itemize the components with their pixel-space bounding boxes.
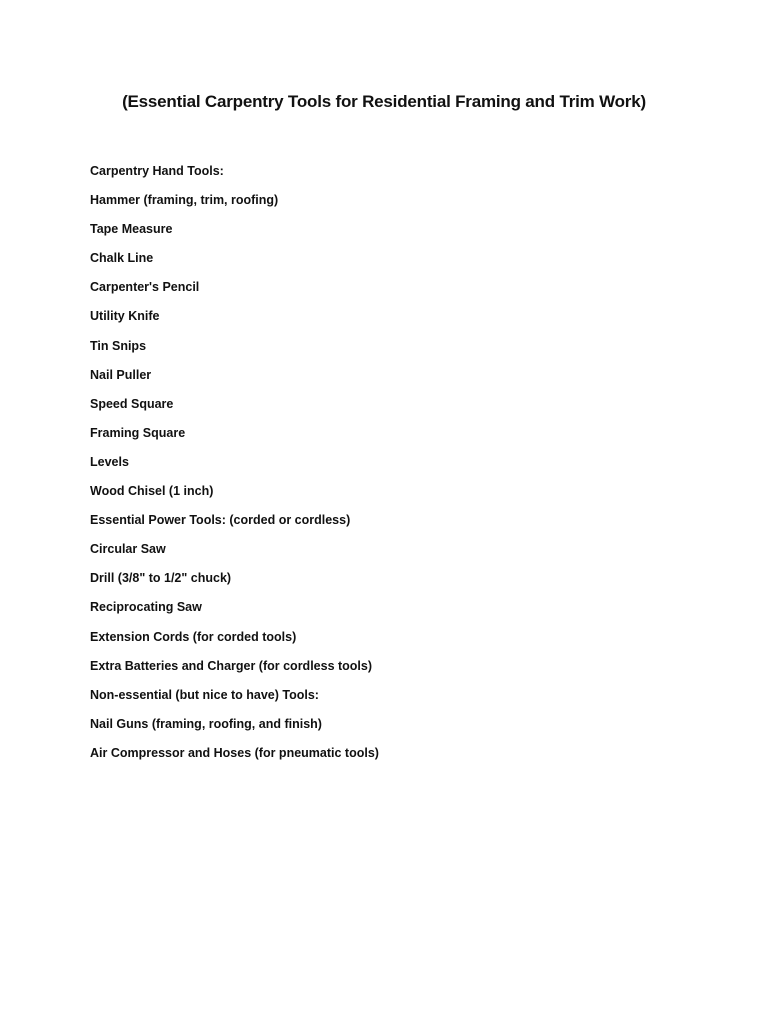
list-item: Extra Batteries and Charger (for cordless tools) xyxy=(90,658,373,673)
list-item: Hammer (framing, trim, roofing) xyxy=(90,193,279,208)
list-item: Circular Saw xyxy=(90,542,166,557)
document-title: (Essential Carpentry Tools for Residential Framing and Trim Work) xyxy=(122,92,646,111)
list-item: Carpenter's Pencil xyxy=(90,280,200,295)
list-item: Tin Snips xyxy=(90,338,147,353)
list-item: Drill (3/8" to 1/2" chuck) xyxy=(90,571,232,586)
list-item: Tape Measure xyxy=(90,222,173,237)
list-item: Nail Puller xyxy=(90,367,152,382)
section-heading-power-tools: Essential Power Tools: (corded or cordless) xyxy=(90,513,351,528)
section-heading-hand-tools: Carpentry Hand Tools: xyxy=(90,164,224,178)
section-heading-nonessential-tools: Non-essential (but nice to have) Tools: xyxy=(90,687,319,702)
list-item: Nail Guns (framing, roofing, and finish) xyxy=(90,716,322,731)
list-item: Levels xyxy=(90,454,129,469)
list-item: Wood Chisel (1 inch) xyxy=(90,484,214,499)
list-item: Reciprocating Saw xyxy=(90,600,202,615)
list-item: Chalk Line xyxy=(90,251,154,266)
list-item: Air Compressor and Hoses (for pneumatic tools) xyxy=(90,745,379,760)
list-item: Framing Square xyxy=(90,425,186,440)
list-item: Extension Cords (for corded tools) xyxy=(90,629,297,644)
tool-list xyxy=(90,161,379,772)
list-item: Speed Square xyxy=(90,396,174,411)
list-item: Utility Knife xyxy=(90,309,160,324)
